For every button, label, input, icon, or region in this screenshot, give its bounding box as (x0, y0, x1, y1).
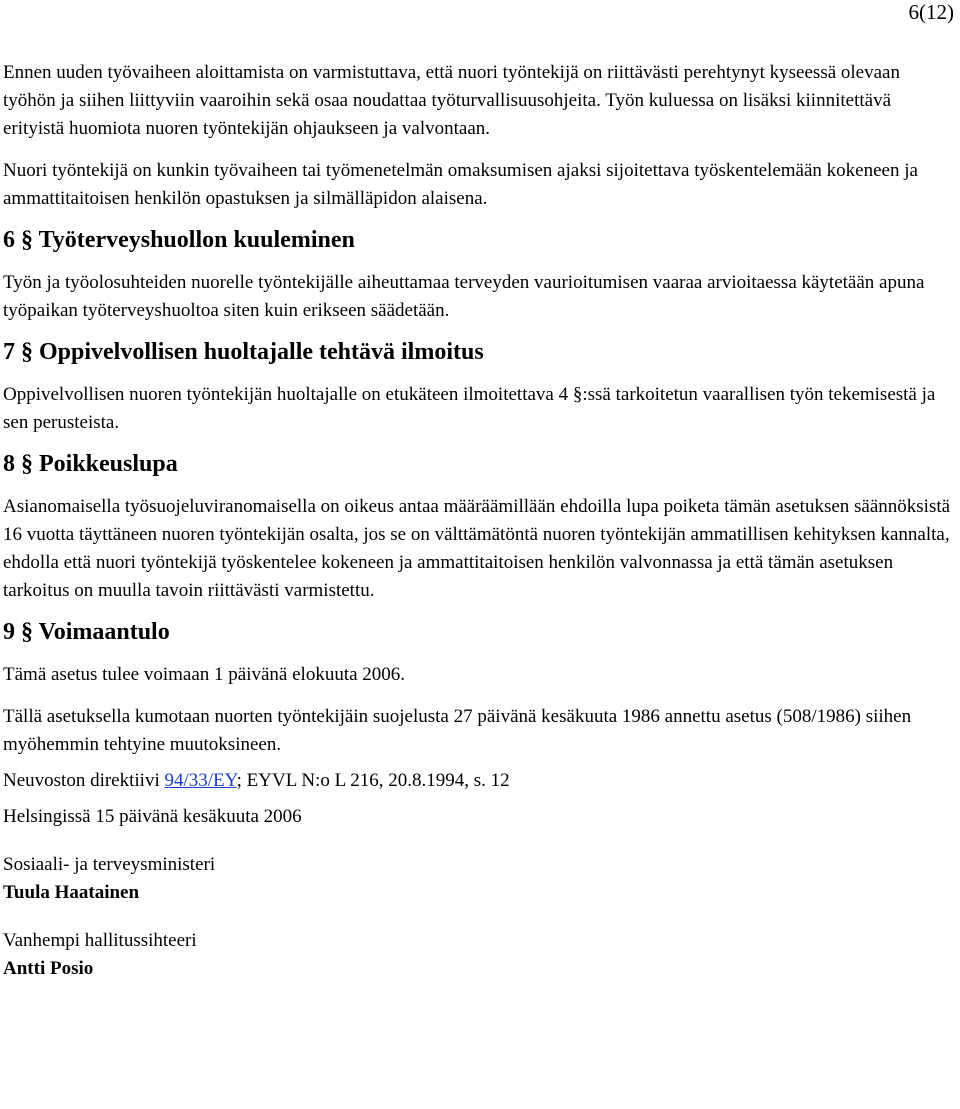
directive-prefix: Neuvoston direktiivi (3, 770, 165, 791)
paragraph-2: Nuori työntekijä on kunkin työvaiheen tai työmenetelmän omaksumisen ajaksi sijoitettava työskentelemään kokeneen ja ammattitaitoisen henkilön opastuksen ja silmälläpidon alaisena. (3, 160, 918, 209)
official-name: Antti Posio (3, 958, 94, 979)
section-6-heading: 6 § Työterveyshuollon kuuleminen (3, 227, 355, 253)
document-body (3, 59, 953, 983)
section-6-text: Työn ja työolosuhteiden nuorelle työntekijälle aiheuttamaa terveyden vaurioitumisen vaaraa arvioitaessa käytetään apuna työpaikan työterveyshuoltoa siten kuin erikseen säädetään. (3, 272, 925, 321)
section-9-text-repeal: Tällä asetuksella kumotaan nuorten työntekijäin suojelusta 27 päivänä kesäkuuta 1986 annettu asetus (508/1986) siihen myöhemmin tehtyine muutoksineen. (3, 706, 912, 755)
directive-reference (3, 767, 953, 795)
page-number: 6(12) (908, 0, 954, 24)
minister-title: Sosiaali- ja terveysministeri (3, 854, 216, 875)
place-date: Helsingissä 15 päivänä kesäkuuta 2006 (3, 806, 302, 827)
paragraph-1: Ennen uuden työvaiheen aloittamista on varmistuttava, että nuori työntekijä on riittävästi perehtynyt kyseessä olevaan työhön ja siihen liittyviin vaaroihin sekä osaa noudattaa työturvallisuusohjeita. Työn kuluessa on lisäksi kiinnitettävä erityistä huomiota nuoren työntekijän ohjaukseen ja valvontaan. (3, 62, 900, 139)
official-title: Vanhempi hallitussihteeri (3, 930, 197, 951)
directive-link[interactable]: 94/33/EY (164, 770, 237, 791)
minister-name: Tuula Haatainen (3, 882, 140, 903)
section-7-heading: 7 § Oppivelvollisen huoltajalle tehtävä ilmoitus (3, 339, 484, 365)
section-7-text: Oppivelvollisen nuoren työntekijän huoltajalle on etukäteen ilmoitettava 4 §:ssä tarkoitetun vaarallisen työn tekemisestä ja sen perusteista. (3, 384, 936, 433)
section-9-text: Tämä asetus tulee voimaan 1 päivänä elokuuta 2006. (3, 664, 406, 685)
section-8-heading: 8 § Poikkeuslupa (3, 451, 178, 477)
section-8-text: Asianomaisella työsuojeluviranomaisella on oikeus antaa määräämillään ehdoilla lupa poiketa tämän asetuksen säännöksistä 16 vuotta täyttäneen nuoren työntekijän osalta, jos se on välttämätöntä nuoren työntekijän ammatillisen kehityksen kannalta, ehdolla että nuori työntekijä työskentelee kokeneen ja ammattitaitoisen henkilön valvonnassa ja että tämän asetuksen tarkoitus on muulla tavoin riittävästi varmistettu. (3, 496, 951, 601)
section-9-heading: 9 § Voimaantulo (3, 619, 170, 645)
directive-suffix: ; EYVL N:o L 216, 20.8.1994, s. 12 (236, 770, 510, 791)
